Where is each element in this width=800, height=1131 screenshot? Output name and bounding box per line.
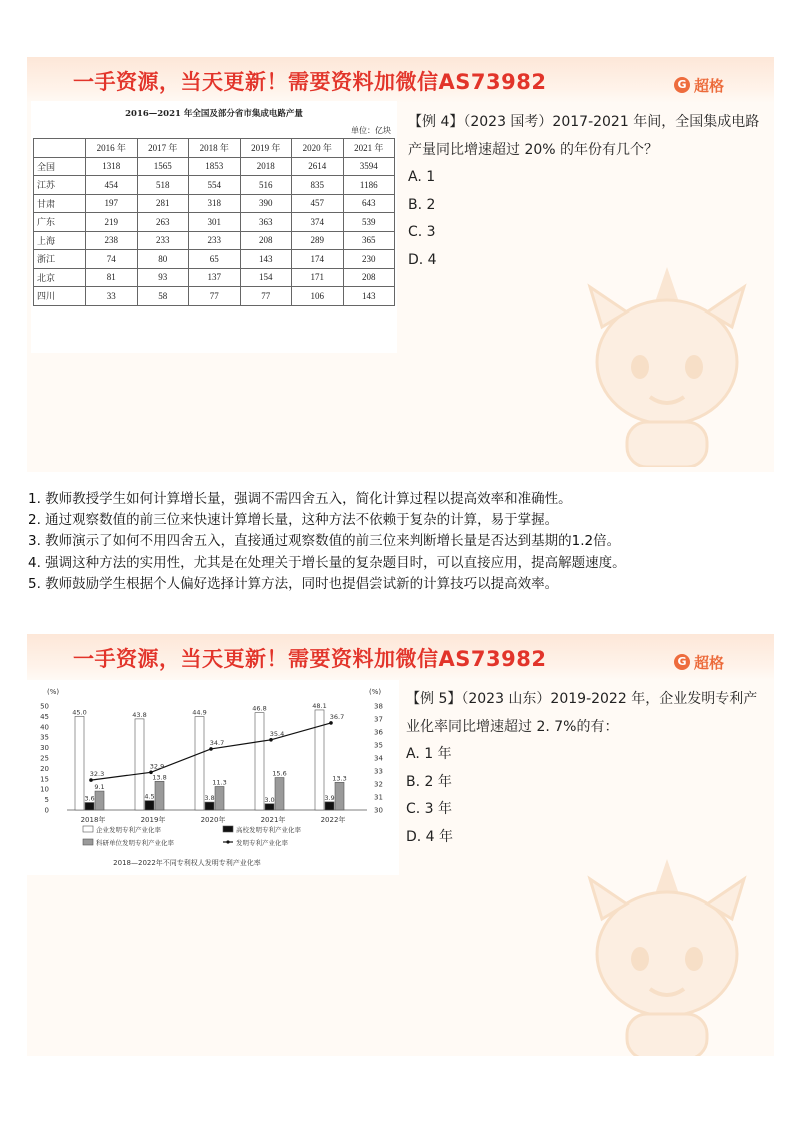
table-cell: 1853: [189, 157, 241, 176]
bar-white: [75, 716, 84, 810]
left-axis-tick: 25: [40, 754, 49, 763]
bar-white: [135, 719, 144, 810]
legend-swatch: [83, 826, 93, 832]
x-axis-tick: 2018年: [80, 816, 106, 824]
line-value-label: 36.7: [329, 712, 345, 721]
table-row-label: 江苏: [34, 176, 86, 195]
option-b: B. 2 年: [406, 773, 452, 790]
table-unit: 单位：亿块: [351, 126, 391, 135]
table-cell: 208: [240, 231, 292, 250]
line-value-label: 35.4: [269, 729, 285, 738]
legend-label: 高校发明专利产业化率: [236, 826, 301, 834]
question-text: 【例 4】（2023 国考）2017-2021 年间，全国集成电路产量同比增速超过 20% 的年份有几个？: [408, 114, 760, 158]
bar-value-label: 3.9: [324, 793, 335, 802]
brand-logo-icon: G: [674, 654, 690, 670]
option-a: A. 1 年: [406, 746, 452, 762]
bar-black: [265, 804, 274, 810]
table-cell: 238: [86, 231, 138, 250]
table-row: [34, 194, 395, 213]
table-cell: 65: [189, 250, 241, 269]
legend-swatch: [223, 826, 233, 832]
table-header-cell: 2020 年: [292, 139, 344, 158]
table-row-label: 浙江: [34, 250, 86, 269]
header-banner: [27, 634, 774, 680]
bar-gray: [335, 782, 344, 810]
table-row: [34, 157, 395, 176]
table-cell: 197: [86, 194, 138, 213]
table-cell: 374: [292, 213, 344, 232]
bar-value-label: 43.8: [132, 710, 147, 719]
bar-value-label: 4.5: [144, 792, 155, 801]
note-item: 5. 教师鼓励学生根据个人偏好选择计算方法，同时也提倡尝试新的计算技巧以提高效率。: [28, 575, 559, 592]
table-cell: 1186: [343, 176, 395, 195]
bar-value-label: 3.0: [264, 795, 275, 804]
table-cell: 289: [292, 231, 344, 250]
bar-gray: [215, 786, 224, 810]
left-axis-unit: (%): [47, 688, 60, 696]
left-axis-tick: 45: [40, 712, 49, 721]
right-axis-tick: 30: [374, 806, 383, 815]
production-table: [33, 138, 395, 306]
left-axis-tick: 50: [40, 702, 49, 711]
table-cell: 137: [189, 268, 241, 287]
right-axis-unit: (%): [369, 688, 382, 696]
right-axis-tick: 33: [374, 767, 383, 776]
line-value-label: 32.3: [89, 770, 105, 779]
banner-text: 一手资源，当天更新！需要资料加微信AS73982: [73, 647, 547, 671]
brand-logo-text: 超格: [693, 653, 724, 672]
lecture-notes: [28, 489, 778, 595]
bar-value-label: 3.8: [204, 794, 215, 803]
table-cell: 208: [343, 268, 395, 287]
right-axis-tick: 37: [374, 715, 383, 724]
table-row: [34, 287, 395, 306]
left-axis-tick: 20: [40, 764, 49, 773]
table-cell: 554: [189, 176, 241, 195]
patent-chart: [27, 680, 399, 875]
brand-logo-icon: G: [674, 77, 690, 93]
table-cell: 365: [343, 231, 395, 250]
table-title: 2016—2021 年全国及部分省市集成电路产量: [125, 109, 303, 119]
table-cell: 58: [137, 287, 189, 306]
table-cell: 143: [343, 287, 395, 306]
table-header-cell: 2018 年: [189, 139, 241, 158]
bar-white: [195, 717, 204, 810]
slide-example-5: [27, 634, 774, 1056]
question-example-5: [406, 686, 768, 851]
brand-logo-text: 超格: [693, 76, 724, 95]
table-header-cell: 2017 年: [137, 139, 189, 158]
question-text: 【例 5】（2023 山东）2019-2022 年，企业发明专利产业化率同比增速超过 2. 7%的有：: [406, 691, 758, 735]
mascot-watermark-icon: [572, 849, 762, 1056]
table-cell: 80: [137, 250, 189, 269]
bar-value-label: 11.3: [212, 778, 227, 787]
legend-label: 科研单位发明专利产业化率: [96, 839, 174, 847]
table-row: [34, 176, 395, 195]
bar-value-label: 13.3: [332, 774, 347, 783]
left-axis-tick: 10: [40, 785, 49, 794]
table-cell: 81: [86, 268, 138, 287]
bar-gray: [275, 778, 284, 810]
table-row: [34, 213, 395, 232]
x-axis-tick: 2021年: [260, 816, 286, 824]
line-point: [329, 721, 333, 725]
right-axis-tick: 36: [374, 728, 383, 737]
data-table-figure: [31, 101, 397, 353]
legend-swatch-dot: [226, 840, 229, 843]
x-axis-tick: 2019年: [140, 816, 166, 824]
option-c: C. 3 年: [406, 801, 453, 817]
banner-text: 一手资源，当天更新！需要资料加微信AS73982: [73, 70, 547, 94]
table-header-cell: 2021 年: [343, 139, 395, 158]
chart-title: 2018—2022年不同专利权人发明专利产业化率: [113, 859, 261, 867]
bar-value-label: 45.0: [72, 708, 87, 717]
table-cell: 171: [292, 268, 344, 287]
table-cell: 3594: [343, 157, 395, 176]
table-cell: 33: [86, 287, 138, 306]
x-axis-tick: 2020年: [200, 816, 226, 824]
table-cell: 281: [137, 194, 189, 213]
table-row-label: 上海: [34, 231, 86, 250]
line-point: [89, 778, 93, 782]
table-cell: 154: [240, 268, 292, 287]
table-cell: 516: [240, 176, 292, 195]
table-cell: 174: [292, 250, 344, 269]
bar-black: [145, 801, 154, 810]
left-axis-tick: 30: [40, 744, 49, 753]
option-d: D. 4: [408, 251, 437, 268]
bar-value-label: 13.8: [152, 773, 167, 782]
left-axis-tick: 5: [44, 796, 49, 805]
table-cell: 233: [137, 231, 189, 250]
bar-gray: [155, 781, 164, 810]
legend-label: 企业发明专利产业化率: [96, 826, 161, 834]
table-cell: 539: [343, 213, 395, 232]
table-cell: 2018: [240, 157, 292, 176]
table-cell: 643: [343, 194, 395, 213]
mascot-watermark-icon: [572, 257, 762, 467]
bar-value-label: 3.6: [84, 794, 95, 803]
table-cell: 1565: [137, 157, 189, 176]
right-axis-tick: 38: [374, 702, 383, 711]
table-cell: 363: [240, 213, 292, 232]
table-row-label: 甘肃: [34, 194, 86, 213]
brand-logo: [674, 74, 724, 96]
table-cell: 390: [240, 194, 292, 213]
table-cell: 77: [189, 287, 241, 306]
table-header-cell: 2016 年: [86, 139, 138, 158]
header-banner: [27, 57, 774, 103]
table-cell: 2614: [292, 157, 344, 176]
left-axis-tick: 15: [40, 775, 49, 784]
option-d: D. 4 年: [406, 828, 454, 845]
table-cell: 301: [189, 213, 241, 232]
slide-example-4: [27, 57, 774, 472]
table-row: [34, 231, 395, 250]
left-axis-tick: 0: [44, 806, 49, 815]
table-header-cell: [34, 139, 86, 158]
option-a: A. 1: [408, 169, 436, 185]
left-axis-tick: 40: [40, 723, 49, 732]
patent-chart-figure: [27, 680, 399, 875]
question-example-4: [408, 109, 768, 274]
table-cell: 835: [292, 176, 344, 195]
right-axis-tick: 34: [374, 754, 383, 763]
line-point: [149, 771, 153, 775]
table-row: [34, 268, 395, 287]
bar-value-label: 46.8: [252, 704, 267, 713]
table-header-row: [34, 139, 395, 158]
legend-swatch: [83, 839, 93, 845]
left-axis-tick: 35: [40, 733, 49, 742]
table-row-label: 北京: [34, 268, 86, 287]
table-cell: 93: [137, 268, 189, 287]
brand-logo: [674, 651, 724, 673]
table-cell: 454: [86, 176, 138, 195]
table-cell: 143: [240, 250, 292, 269]
table-cell: 1318: [86, 157, 138, 176]
table-cell: 77: [240, 287, 292, 306]
table-row-label: 全国: [34, 157, 86, 176]
table-cell: 263: [137, 213, 189, 232]
right-axis-tick: 32: [374, 780, 383, 789]
bar-black: [325, 802, 334, 810]
bar-value-label: 44.9: [192, 708, 207, 717]
bar-black: [85, 803, 94, 810]
bar-value-label: 48.1: [312, 701, 327, 710]
table-row-label: 广东: [34, 213, 86, 232]
line-point: [269, 738, 273, 742]
line-point: [209, 747, 213, 751]
table-cell: 230: [343, 250, 395, 269]
option-b: B. 2: [408, 196, 436, 213]
option-c: C. 3: [408, 224, 436, 240]
table-cell: 219: [86, 213, 138, 232]
table-cell: 518: [137, 176, 189, 195]
note-item: 4. 强调这种方法的实用性，尤其是在处理关于增长量的复杂题目时，可以直接应用，提高解题速度。: [28, 554, 626, 571]
table-cell: 457: [292, 194, 344, 213]
bar-value-label: 15.6: [272, 769, 287, 778]
bar-white: [255, 713, 264, 810]
line-value-label: 32.9: [149, 762, 165, 771]
right-axis-tick: 31: [374, 793, 383, 802]
table-row-label: 四川: [34, 287, 86, 306]
table-row: [34, 250, 395, 269]
table-cell: 233: [189, 231, 241, 250]
note-item: 2. 通过观察数值的前三位来快速计算增长量，这种方法不依赖于复杂的计算，易于掌握。: [28, 512, 559, 529]
line-series: [91, 723, 331, 780]
note-item: 3. 教师演示了如何不用四舍五入，直接通过观察数值的前三位来判断增长量是否达到基期的1.2倍。: [28, 533, 621, 550]
table-cell: 74: [86, 250, 138, 269]
bar-black: [205, 802, 214, 810]
bar-gray: [95, 791, 104, 810]
note-item: 1. 教师教授学生如何计算增长量，强调不需四舍五入，简化计算过程以提高效率和准确性。: [28, 491, 572, 507]
bar-value-label: 9.1: [94, 783, 105, 792]
table-header-cell: 2019 年: [240, 139, 292, 158]
legend-label: 发明专利产业化率: [236, 839, 288, 847]
line-value-label: 34.7: [209, 738, 225, 747]
table-cell: 106: [292, 287, 344, 306]
table-cell: 318: [189, 194, 241, 213]
x-axis-tick: 2022年: [320, 816, 346, 824]
right-axis-tick: 35: [374, 741, 383, 750]
